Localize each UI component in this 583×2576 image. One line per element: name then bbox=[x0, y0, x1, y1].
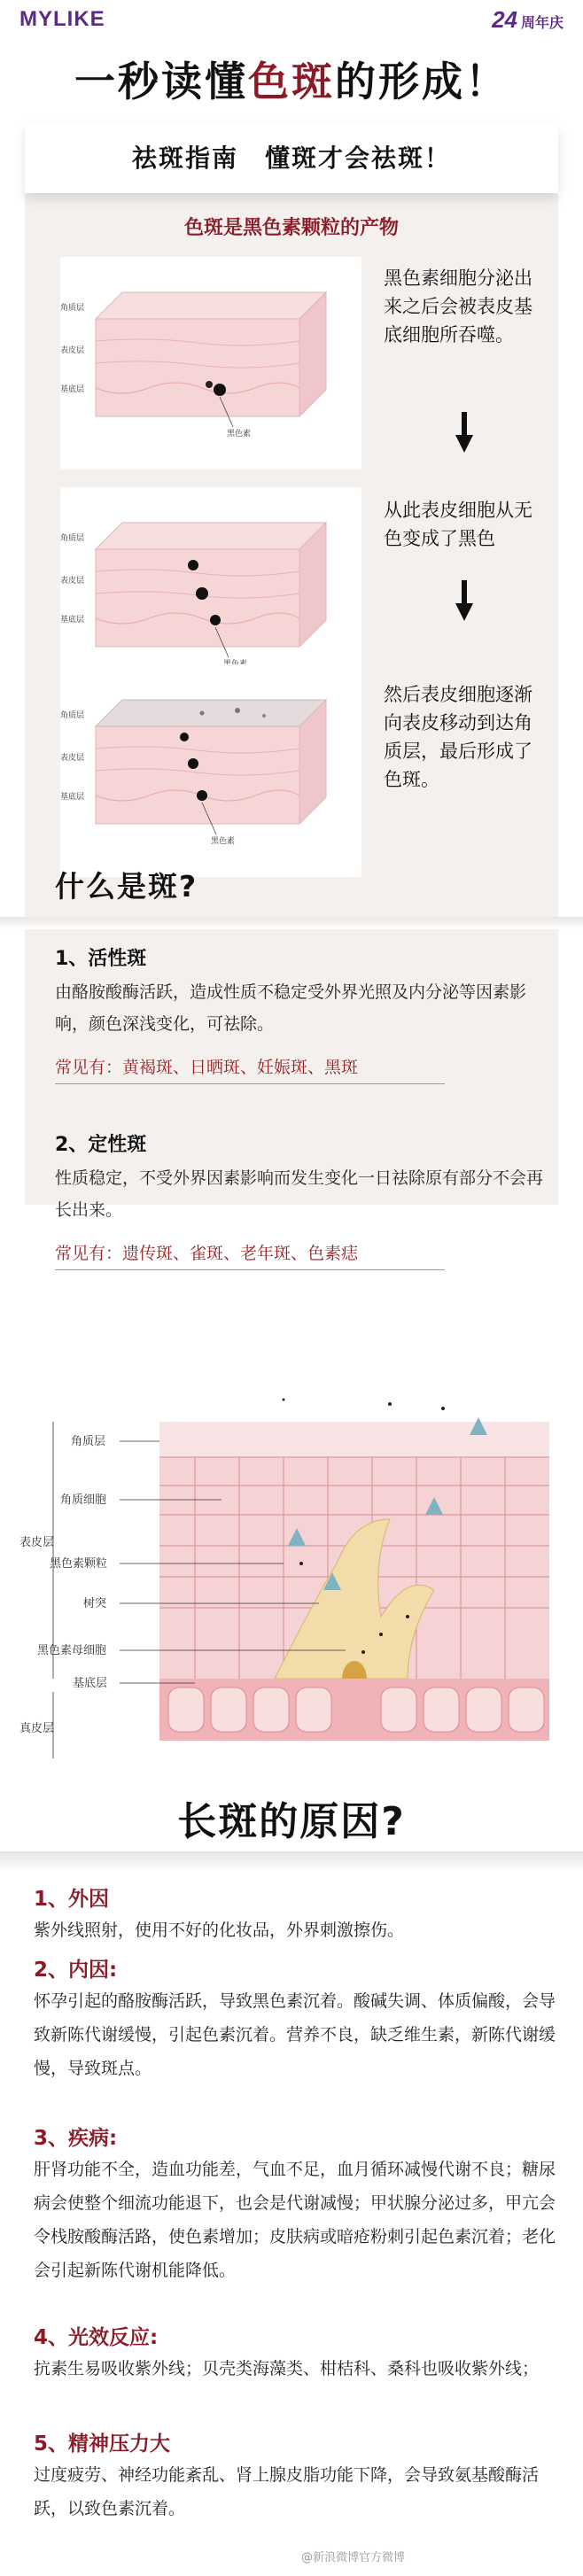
fixed-spot-common: 常见有：遗传斑、雀斑、老年斑、色素痣 bbox=[55, 1240, 445, 1270]
melanin-label-1: 黑色素 bbox=[227, 430, 252, 438]
top-bar bbox=[0, 0, 583, 39]
brand-logo: MYLIKE bbox=[19, 7, 105, 31]
active-spot-desc: 由酪胺酸酶活跃，造成性质不稳定受外界光照及内分泌等因素影响，颜色深浅变化，可祛除。 bbox=[55, 982, 527, 1034]
melanin-label-3: 黑色素 bbox=[211, 837, 236, 846]
fixed-spot-heading: 2、定性斑 bbox=[55, 1134, 147, 1156]
label-basal-1: 基底层 bbox=[60, 385, 85, 394]
skin-section-3 bbox=[60, 664, 361, 877]
label-dermis: 真皮层 bbox=[19, 1722, 55, 1735]
label-melanin-granule: 黑色素颗粒 bbox=[50, 1557, 108, 1571]
formation-panel bbox=[25, 124, 558, 1205]
step-text-1: 黑色素细胞分泌出来之后会被表皮基底细胞所吞噬。 bbox=[384, 268, 532, 345]
cause-heading-1: 1、外因 bbox=[34, 1888, 110, 1911]
panel-heading: 祛斑指南 懂斑才会祛斑！ bbox=[25, 124, 558, 193]
what-is-spot-title: 什么是斑? bbox=[55, 869, 198, 904]
label-corneum: 角质层 bbox=[71, 1435, 106, 1448]
title-highlight: 色斑 bbox=[248, 58, 335, 105]
label-basal: 基底层 bbox=[73, 1677, 108, 1690]
label-basal-2: 基底层 bbox=[60, 616, 85, 625]
active-spot-common: 常见有：黄褐斑、日晒斑、妊娠斑、黑斑 bbox=[55, 1054, 445, 1084]
label-keratinocyte: 角质细胞 bbox=[60, 1494, 107, 1507]
down-arrow-icon bbox=[455, 580, 473, 621]
label-corneum-1: 角质层 bbox=[60, 304, 85, 313]
causes-title: 长斑的原因? bbox=[177, 1799, 406, 1844]
causes-divider bbox=[0, 1851, 583, 1871]
label-epidermis-1: 表皮层 bbox=[60, 346, 85, 355]
label-corneum-2: 角质层 bbox=[60, 534, 85, 543]
label-epidermis-2: 表皮层 bbox=[60, 577, 85, 586]
skin-layer-diagram bbox=[18, 1386, 567, 1776]
page-title: 一秒读懂色斑的形成！ bbox=[74, 58, 509, 105]
cause-heading-3: 3、疾病: bbox=[34, 2127, 118, 2150]
active-spot-heading: 1、活性斑 bbox=[55, 948, 147, 970]
step-text-3: 然后表皮细胞逐渐向表皮移动到达角质层，最后形成了色斑。 bbox=[384, 684, 532, 790]
fixed-spot-desc: 性质稳定，不受外界因素影响而发生变化一日祛除原有部分不会再长出来。 bbox=[55, 1168, 544, 1220]
label-epidermis-3: 表皮层 bbox=[60, 754, 85, 763]
anniversary-text: 周年庆 bbox=[520, 15, 564, 31]
cause-desc-5: 过度疲劳、神经功能紊乱、肾上腺皮脂功能下降，会导致氨基酸酶活跃，以致色素沉着。 bbox=[34, 2465, 540, 2518]
down-arrow-icon bbox=[455, 412, 473, 453]
label-epidermis: 表皮层 bbox=[19, 1536, 55, 1549]
cause-desc-4: 抗素生易吸收紫外线；贝壳类海藻类、柑桔科、桑科也吸收紫外线； bbox=[34, 2359, 540, 2378]
watermark: @新浪微博官方微博 bbox=[301, 2551, 406, 2564]
cause-desc-3: 肝肾功能不全，造血功能差，气血不足，血月循环减慢代谢不良；糖尿病会使整个细流功能退下，也会是代谢减慢；甲状腺分泌过多，甲亢会令栈胺酸酶活路，使色素增加；皮肤病或暗疮粉刺引起色素沉着；老化会引起新陈代谢机能降低。 bbox=[34, 2160, 556, 2280]
section-divider bbox=[0, 917, 583, 929]
cause-heading-2: 2、内因: bbox=[34, 1959, 118, 1982]
anniversary-number: 24 bbox=[492, 5, 517, 33]
label-corneum-3: 角质层 bbox=[60, 711, 85, 720]
panel-subtitle: 色斑是黑色素颗粒的产物 bbox=[183, 217, 399, 239]
step-text-2: 从此表皮细胞从无色变成了黑色 bbox=[384, 500, 532, 549]
label-basal-3: 基底层 bbox=[60, 793, 85, 802]
skin-section-1 bbox=[60, 257, 361, 469]
label-dendrite: 树突 bbox=[83, 1597, 107, 1610]
cause-heading-4: 4、光效反应: bbox=[34, 2326, 159, 2349]
cause-heading-5: 5、精神压力大 bbox=[34, 2432, 171, 2456]
label-melanocyte: 黑色素母细胞 bbox=[37, 1644, 107, 1657]
anniversary-badge bbox=[492, 6, 564, 34]
cause-desc-2: 怀孕引起的酪胺酶活跃，导致黑色素沉着。酸碱失调、体质偏酸，会导致新陈代谢缓慢，引起色素沉着。营养不良，缺乏维生素，新陈代谢缓慢，导致斑点。 bbox=[34, 1991, 556, 2078]
cause-desc-1: 紫外线照射，使用不好的化妆品，外界刺激擦伤。 bbox=[34, 1920, 405, 1940]
